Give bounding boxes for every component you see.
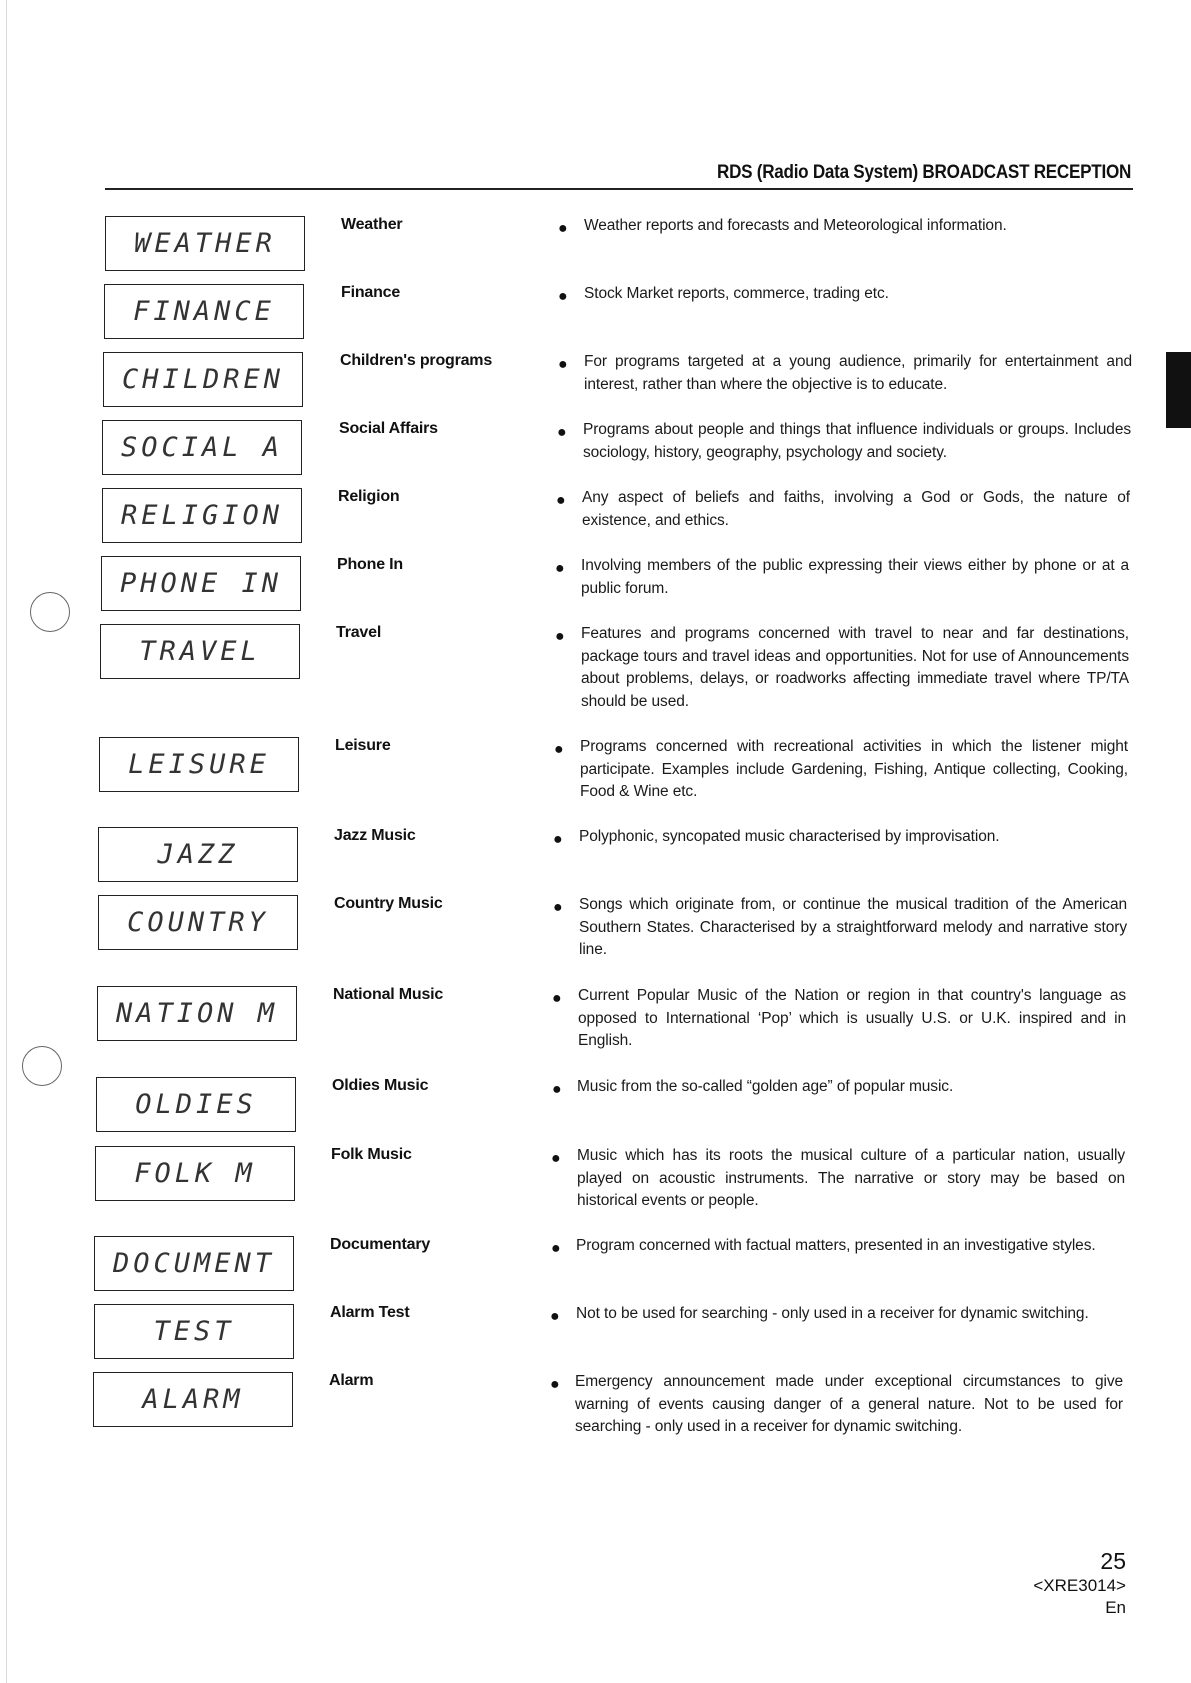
program-type-name: Religion: [338, 488, 400, 505]
program-type-description: Involving members of the public expressing their views either by phone or at a public forum.: [581, 557, 1129, 597]
bullet-icon: ●: [554, 741, 564, 758]
lcd-display: ALARM: [93, 1372, 293, 1427]
page-title: RDS (Radio Data System) BROADCAST RECEPTION: [716, 162, 1131, 183]
program-type-description: Any aspect of beliefs and faiths, involving a God or Gods, the nature of existence, and ethics.: [582, 489, 1130, 529]
program-type-name: Country Music: [334, 895, 443, 912]
bullet-icon: ●: [552, 990, 562, 1007]
lcd-display: WEATHER: [105, 216, 305, 271]
lcd-display: SOCIAL A: [102, 420, 302, 475]
program-type-description: Not to be used for searching - only used in a receiver for dynamic switching.: [576, 1305, 1089, 1322]
bullet-icon: ●: [550, 1308, 560, 1325]
language-code: En: [1105, 1598, 1126, 1617]
program-type-name: Jazz Music: [334, 827, 416, 844]
program-type-description: Songs which originate from, or continue the musical tradition of the American Southern States. Characterised by a straightforward melody and narrative story line.: [579, 896, 1127, 958]
program-type-description: Weather reports and forecasts and Meteorological information.: [584, 217, 1007, 234]
bullet-icon: ●: [550, 1376, 560, 1393]
lcd-display: JAZZ: [98, 827, 298, 882]
bullet-icon: ●: [553, 899, 563, 916]
program-type-name: Social Affairs: [339, 420, 438, 437]
lcd-display: TEST: [94, 1304, 294, 1359]
lcd-display: FINANCE: [104, 284, 304, 339]
program-type-name: Finance: [341, 284, 401, 301]
program-type-name: Alarm: [329, 1372, 374, 1389]
lcd-display: DOCUMENT: [94, 1236, 294, 1291]
bullet-icon: ●: [557, 424, 567, 441]
program-type-description: Stock Market reports, commerce, trading etc.: [584, 285, 889, 302]
program-type-description: Program concerned with factual matters, presented in an investigative styles.: [576, 1237, 1096, 1254]
bullet-icon: ●: [551, 1150, 561, 1167]
lcd-display: RELIGION: [102, 488, 302, 543]
program-type-description: Polyphonic, syncopated music characterised by improvisation.: [579, 828, 1000, 845]
program-type-name: Leisure: [335, 737, 391, 754]
program-type-name: Phone In: [337, 556, 403, 573]
program-type-description: Emergency announcement made under exceptional circumstances to give warning of events causing danger of a general nature. Not to be used for searching - only used in a receiver for dynamic switching.: [575, 1373, 1123, 1435]
bullet-icon: ●: [556, 492, 566, 509]
program-type-name: Alarm Test: [330, 1304, 410, 1321]
program-type-name: National Music: [333, 986, 444, 1003]
lcd-display: TRAVEL: [100, 624, 300, 679]
program-type-description: Music from the so-called “golden age” of popular music.: [577, 1078, 954, 1095]
program-type-name: Oldies Music: [332, 1077, 429, 1094]
program-type-name: Children's programs: [340, 352, 493, 369]
page-number: 25: [1100, 1548, 1126, 1574]
lcd-display: COUNTRY: [98, 895, 298, 950]
program-type-name: Documentary: [330, 1236, 431, 1253]
lcd-display: LEISURE: [99, 737, 299, 792]
program-type-description: Music which has its roots the musical culture of a particular nation, usually played on acoustic instruments. The narrative or story may be based on historical events or people.: [577, 1147, 1125, 1209]
bullet-icon: ●: [552, 1081, 562, 1098]
program-type-name: Folk Music: [331, 1146, 412, 1163]
program-type-description: Features and programs concerned with travel to near and far destinations, package tours and travel ideas and opportunities. Not for use of Announcements about problems, delays, or roadworks affecting immediate travel where TP/TA should be used.: [581, 625, 1129, 710]
program-type-name: Travel: [336, 624, 382, 641]
lcd-display: NATION M: [97, 986, 297, 1041]
bullet-icon: ●: [558, 356, 568, 373]
bullet-icon: ●: [555, 628, 565, 645]
bullet-icon: ●: [551, 1240, 561, 1257]
lcd-display: FOLK M: [95, 1146, 295, 1201]
program-type-name: Weather: [341, 216, 403, 233]
lcd-display: OLDIES: [96, 1077, 296, 1132]
program-type-description: Programs about people and things that influence individuals or groups. Includes sociology, history, geography, psychology and society.: [583, 421, 1131, 461]
bullet-icon: ●: [558, 220, 568, 237]
bullet-icon: ●: [553, 831, 563, 848]
lcd-display: CHILDREN: [103, 352, 303, 407]
program-type-description: Current Popular Music of the Nation or region in that country's language as opposed to International ‘Pop’ which is usually U.S. or U.K. inspired and in English.: [578, 987, 1126, 1049]
bullet-icon: ●: [555, 560, 565, 577]
bullet-icon: ●: [558, 288, 568, 305]
program-type-description: For programs targeted at a young audience, primarily for entertainment and interest, rather than where the objective is to educate.: [584, 353, 1132, 393]
document-code: <XRE3014>: [1033, 1576, 1126, 1595]
program-type-description: Programs concerned with recreational activities in which the listener might participate. Examples include Gardening, Fishing, Antique collecting, Cooking, Food & Wine etc.: [580, 738, 1128, 800]
lcd-display: PHONE IN: [101, 556, 301, 611]
